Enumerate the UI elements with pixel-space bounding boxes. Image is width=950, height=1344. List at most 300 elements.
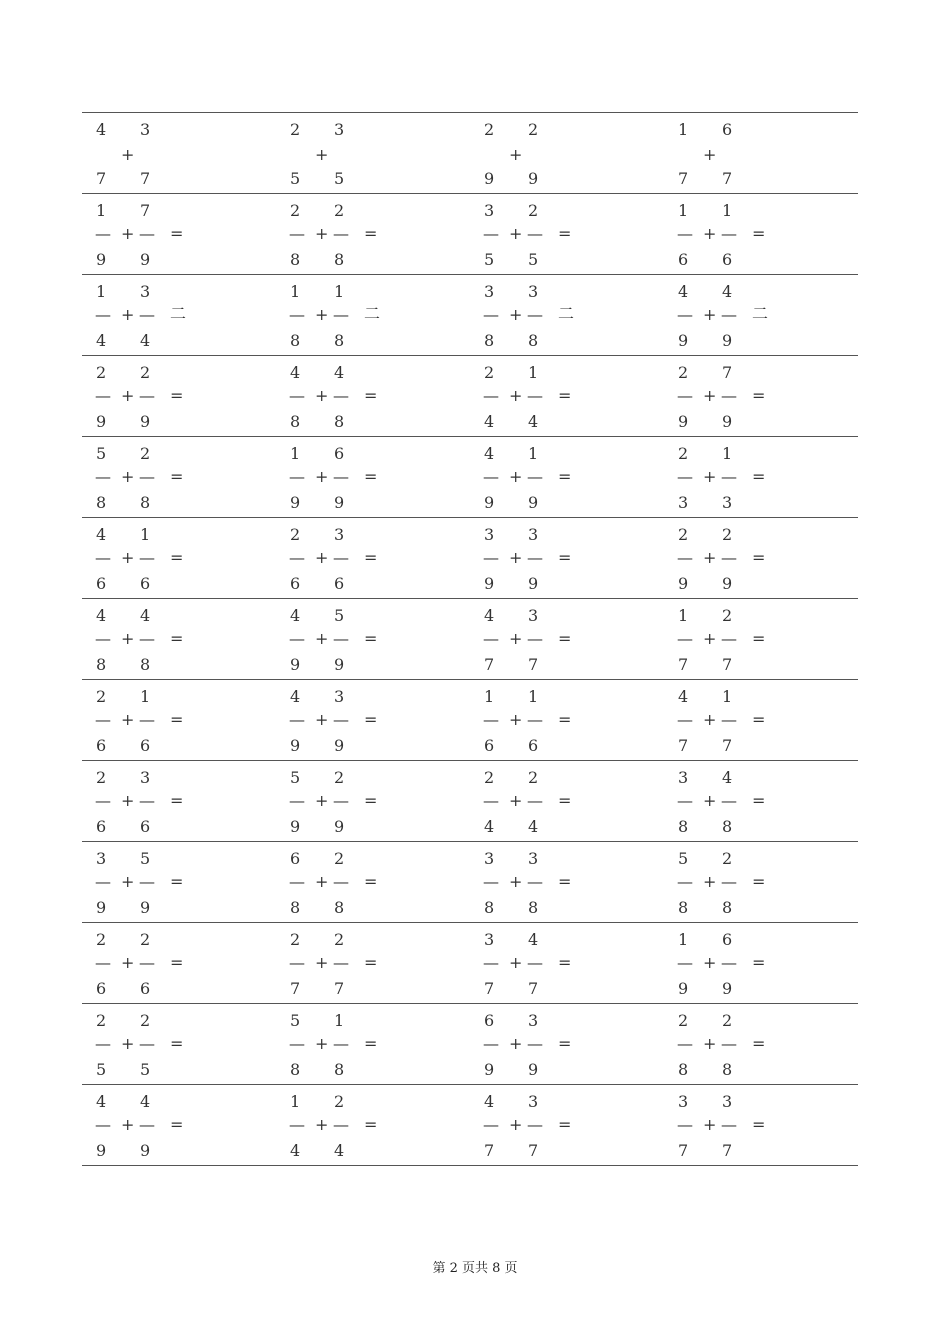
denominator-1: 8 xyxy=(484,331,495,350)
fraction-bar-2: — xyxy=(333,629,349,648)
numerator-2: 2 xyxy=(334,1092,345,1111)
fraction-bar-2: — xyxy=(139,629,155,648)
numerator-1: 1 xyxy=(678,120,689,139)
denominator-1: 3 xyxy=(678,493,689,512)
fraction-bar-1: — xyxy=(289,872,305,891)
fraction-bar-2: — xyxy=(139,872,155,891)
equals-sign: = xyxy=(170,386,184,405)
denominator-2: 9 xyxy=(528,169,539,188)
numerator-1: 5 xyxy=(290,768,301,787)
numerator-2: 4 xyxy=(140,606,151,625)
worksheet-grid xyxy=(82,112,858,1166)
fraction-problem xyxy=(470,518,664,598)
numerator-1: 2 xyxy=(96,363,107,382)
equals-sign: = xyxy=(170,791,184,810)
denominator-1: 8 xyxy=(290,412,301,431)
denominator-2: 4 xyxy=(528,412,539,431)
denominator-1: 9 xyxy=(678,574,689,593)
denominator-1: 7 xyxy=(678,1141,689,1160)
denominator-1: 8 xyxy=(96,655,107,674)
fraction-problem xyxy=(82,113,276,193)
equals-sign: = xyxy=(752,224,766,243)
numerator-1: 1 xyxy=(290,444,301,463)
fraction-bar-2: — xyxy=(721,305,737,324)
numerator-1: 2 xyxy=(96,1011,107,1030)
numerator-1: 2 xyxy=(290,201,301,220)
equals-sign: = xyxy=(170,224,184,243)
equals-sign: = xyxy=(170,953,184,972)
denominator-1: 6 xyxy=(96,736,107,755)
numerator-2: 2 xyxy=(528,201,539,220)
fraction-problem xyxy=(276,599,470,679)
denominator-1: 7 xyxy=(484,655,495,674)
fraction-bar-1: — xyxy=(677,953,693,972)
denominator-1: 4 xyxy=(96,331,107,350)
fraction-bar-2: — xyxy=(333,467,349,486)
denominator-1: 8 xyxy=(290,898,301,917)
plus-sign: + xyxy=(703,224,717,243)
numerator-2: 2 xyxy=(140,363,151,382)
numerator-2: 2 xyxy=(140,930,151,949)
denominator-1: 6 xyxy=(290,574,301,593)
plus-sign: + xyxy=(703,305,717,324)
denominator-2: 8 xyxy=(334,1060,345,1079)
denominator-1: 7 xyxy=(290,979,301,998)
fraction-bar-1: — xyxy=(289,467,305,486)
numerator-2: 2 xyxy=(334,849,345,868)
equals-sign: = xyxy=(752,953,766,972)
denominator-2: 6 xyxy=(140,736,151,755)
fraction-bar-2: — xyxy=(721,224,737,243)
denominator-2: 8 xyxy=(334,250,345,269)
fraction-problem xyxy=(664,194,858,274)
plus-sign: + xyxy=(121,872,135,891)
plus-sign: + xyxy=(315,224,329,243)
numerator-1: 2 xyxy=(678,1011,689,1030)
plus-sign: + xyxy=(315,1034,329,1053)
plus-sign: + xyxy=(121,710,135,729)
denominator-1: 7 xyxy=(678,655,689,674)
denominator-1: 9 xyxy=(678,979,689,998)
problem-row xyxy=(82,841,858,922)
plus-sign: + xyxy=(703,953,717,972)
fraction-bar-2: — xyxy=(527,1115,543,1134)
fraction-bar-1: — xyxy=(289,629,305,648)
fraction-problem xyxy=(470,1004,664,1084)
numerator-2: 2 xyxy=(528,120,539,139)
equals-sign: = xyxy=(364,1034,378,1053)
equals-sign: = xyxy=(170,1115,184,1134)
numerator-1: 4 xyxy=(96,120,107,139)
denominator-2: 5 xyxy=(334,169,345,188)
fraction-problem xyxy=(470,923,664,1003)
fraction-bar-1: — xyxy=(289,1115,305,1134)
fraction-bar-2: — xyxy=(527,305,543,324)
fraction-problem xyxy=(470,275,664,355)
numerator-1: 1 xyxy=(96,282,107,301)
numerator-1: 2 xyxy=(678,525,689,544)
denominator-2: 7 xyxy=(528,1141,539,1160)
plus-sign: + xyxy=(703,1115,717,1134)
numerator-1: 4 xyxy=(678,687,689,706)
numerator-1: 4 xyxy=(290,687,301,706)
equals-sign: = xyxy=(752,629,766,648)
fraction-bar-1: — xyxy=(289,710,305,729)
plus-sign: + xyxy=(315,548,329,567)
fraction-problem xyxy=(82,275,276,355)
fraction-problem xyxy=(82,194,276,274)
numerator-2: 5 xyxy=(140,849,151,868)
denominator-1: 9 xyxy=(96,412,107,431)
denominator-1: 6 xyxy=(96,574,107,593)
numerator-1: 3 xyxy=(678,768,689,787)
numerator-1: 2 xyxy=(484,363,495,382)
fraction-bar-2: — xyxy=(139,548,155,567)
plus-sign: + xyxy=(509,872,523,891)
fraction-bar-1: — xyxy=(95,1034,111,1053)
denominator-1: 4 xyxy=(484,817,495,836)
numerator-1: 3 xyxy=(678,1092,689,1111)
denominator-2: 6 xyxy=(140,574,151,593)
denominator-2: 8 xyxy=(722,898,733,917)
denominator-2: 6 xyxy=(140,817,151,836)
fraction-bar-2: — xyxy=(333,791,349,810)
plus-sign: + xyxy=(121,305,135,324)
fraction-bar-2: — xyxy=(527,1034,543,1053)
fraction-bar-1: — xyxy=(483,1115,499,1134)
denominator-2: 7 xyxy=(334,979,345,998)
plus-sign: + xyxy=(315,145,329,164)
problem-row xyxy=(82,922,858,1003)
numerator-1: 3 xyxy=(96,849,107,868)
fraction-problem xyxy=(82,1004,276,1084)
equals-sign: = xyxy=(364,872,378,891)
numerator-2: 3 xyxy=(334,525,345,544)
fraction-bar-1: — xyxy=(483,1034,499,1053)
fraction-problem xyxy=(82,356,276,436)
numerator-2: 3 xyxy=(722,1092,733,1111)
equals-sign: = xyxy=(558,629,572,648)
fraction-bar-2: — xyxy=(333,1115,349,1134)
denominator-1: 9 xyxy=(484,1060,495,1079)
denominator-2: 8 xyxy=(722,817,733,836)
plus-sign: + xyxy=(509,548,523,567)
fraction-bar-2: — xyxy=(333,710,349,729)
numerator-1: 5 xyxy=(678,849,689,868)
equals-sign: = xyxy=(364,548,378,567)
denominator-1: 9 xyxy=(484,169,495,188)
plus-sign: + xyxy=(509,710,523,729)
fraction-bar-1: — xyxy=(95,629,111,648)
fraction-bar-1: — xyxy=(289,386,305,405)
fraction-bar-1: — xyxy=(483,629,499,648)
plus-sign: + xyxy=(703,791,717,810)
numerator-2: 6 xyxy=(722,120,733,139)
fraction-bar-2: — xyxy=(139,710,155,729)
numerator-1: 4 xyxy=(290,606,301,625)
fraction-problem xyxy=(82,761,276,841)
fraction-problem xyxy=(276,761,470,841)
numerator-1: 2 xyxy=(290,930,301,949)
plus-sign: + xyxy=(509,145,523,164)
numerator-1: 1 xyxy=(678,201,689,220)
fraction-bar-1: — xyxy=(95,710,111,729)
equals-sign: = xyxy=(170,467,184,486)
numerator-2: 3 xyxy=(528,282,539,301)
equals-sign: = xyxy=(558,953,572,972)
plus-sign: + xyxy=(121,953,135,972)
denominator-1: 4 xyxy=(290,1141,301,1160)
fraction-problem xyxy=(276,1085,470,1165)
fraction-problem xyxy=(82,518,276,598)
fraction-problem xyxy=(82,923,276,1003)
plus-sign: + xyxy=(509,629,523,648)
fraction-bar-1: — xyxy=(95,548,111,567)
fraction-problem xyxy=(276,1004,470,1084)
fraction-bar-1: — xyxy=(95,305,111,324)
denominator-1: 7 xyxy=(96,169,107,188)
fraction-bar-1: — xyxy=(483,386,499,405)
fraction-problem xyxy=(276,437,470,517)
denominator-2: 8 xyxy=(722,1060,733,1079)
fraction-bar-2: — xyxy=(139,305,155,324)
plus-sign: + xyxy=(509,224,523,243)
denominator-1: 8 xyxy=(484,898,495,917)
fraction-problem xyxy=(664,275,858,355)
denominator-2: 7 xyxy=(722,736,733,755)
fraction-problem xyxy=(664,923,858,1003)
equals-sign: = xyxy=(364,710,378,729)
numerator-2: 4 xyxy=(334,363,345,382)
numerator-1: 1 xyxy=(96,201,107,220)
fraction-bar-1: — xyxy=(677,629,693,648)
fraction-problem xyxy=(664,761,858,841)
fraction-bar-2: — xyxy=(721,791,737,810)
fraction-bar-2: — xyxy=(527,872,543,891)
equals-sign: = xyxy=(364,224,378,243)
fraction-bar-2: — xyxy=(527,224,543,243)
numerator-2: 2 xyxy=(334,768,345,787)
fraction-bar-1: — xyxy=(95,953,111,972)
numerator-2: 4 xyxy=(140,1092,151,1111)
fraction-bar-2: — xyxy=(721,386,737,405)
denominator-1: 7 xyxy=(678,169,689,188)
numerator-1: 4 xyxy=(678,282,689,301)
equals-sign: 二 xyxy=(364,304,381,323)
fraction-bar-2: — xyxy=(527,467,543,486)
numerator-2: 1 xyxy=(722,201,733,220)
denominator-2: 8 xyxy=(334,331,345,350)
denominator-1: 8 xyxy=(290,1060,301,1079)
denominator-2: 6 xyxy=(722,250,733,269)
fraction-problem xyxy=(276,842,470,922)
fraction-problem xyxy=(664,356,858,436)
equals-sign: 二 xyxy=(558,304,575,323)
numerator-1: 2 xyxy=(290,120,301,139)
numerator-2: 7 xyxy=(722,363,733,382)
numerator-1: 1 xyxy=(678,930,689,949)
equals-sign: = xyxy=(558,791,572,810)
numerator-2: 2 xyxy=(722,1011,733,1030)
fraction-bar-2: — xyxy=(721,1034,737,1053)
equals-sign: = xyxy=(364,953,378,972)
numerator-1: 2 xyxy=(96,930,107,949)
denominator-2: 4 xyxy=(334,1141,345,1160)
denominator-1: 9 xyxy=(290,736,301,755)
fraction-bar-1: — xyxy=(289,791,305,810)
fraction-bar-1: — xyxy=(95,224,111,243)
numerator-1: 1 xyxy=(484,687,495,706)
numerator-1: 5 xyxy=(96,444,107,463)
numerator-1: 4 xyxy=(290,363,301,382)
numerator-2: 2 xyxy=(528,768,539,787)
numerator-2: 2 xyxy=(334,930,345,949)
equals-sign: = xyxy=(170,872,184,891)
denominator-1: 9 xyxy=(290,493,301,512)
fraction-problem xyxy=(276,518,470,598)
plus-sign: + xyxy=(509,1115,523,1134)
numerator-1: 4 xyxy=(96,606,107,625)
numerator-2: 3 xyxy=(528,849,539,868)
denominator-1: 8 xyxy=(678,898,689,917)
plus-sign: + xyxy=(121,386,135,405)
numerator-2: 4 xyxy=(722,768,733,787)
denominator-2: 3 xyxy=(722,493,733,512)
denominator-2: 6 xyxy=(528,736,539,755)
denominator-2: 4 xyxy=(528,817,539,836)
plus-sign: + xyxy=(509,791,523,810)
numerator-1: 1 xyxy=(290,282,301,301)
numerator-1: 2 xyxy=(678,444,689,463)
numerator-1: 2 xyxy=(484,768,495,787)
denominator-2: 9 xyxy=(334,817,345,836)
equals-sign: = xyxy=(558,386,572,405)
numerator-1: 3 xyxy=(484,282,495,301)
numerator-2: 3 xyxy=(528,525,539,544)
fraction-problem xyxy=(470,1085,664,1165)
fraction-problem xyxy=(276,923,470,1003)
fraction-problem xyxy=(276,194,470,274)
denominator-2: 6 xyxy=(334,574,345,593)
fraction-bar-2: — xyxy=(139,1115,155,1134)
fraction-problem xyxy=(276,680,470,760)
denominator-1: 9 xyxy=(96,898,107,917)
numerator-2: 1 xyxy=(334,1011,345,1030)
denominator-2: 4 xyxy=(140,331,151,350)
denominator-1: 8 xyxy=(290,331,301,350)
denominator-1: 8 xyxy=(678,1060,689,1079)
problem-row xyxy=(82,679,858,760)
denominator-1: 6 xyxy=(484,736,495,755)
fraction-problem xyxy=(470,113,664,193)
fraction-problem xyxy=(664,113,858,193)
numerator-1: 3 xyxy=(484,201,495,220)
plus-sign: + xyxy=(509,953,523,972)
fraction-bar-1: — xyxy=(95,1115,111,1134)
numerator-1: 4 xyxy=(484,444,495,463)
denominator-1: 9 xyxy=(678,412,689,431)
numerator-2: 1 xyxy=(140,687,151,706)
problem-row xyxy=(82,112,858,193)
denominator-1: 9 xyxy=(484,493,495,512)
numerator-2: 3 xyxy=(528,1092,539,1111)
numerator-2: 3 xyxy=(334,120,345,139)
fraction-bar-2: — xyxy=(721,629,737,648)
numerator-1: 1 xyxy=(678,606,689,625)
plus-sign: + xyxy=(703,710,717,729)
plus-sign: + xyxy=(121,145,135,164)
fraction-bar-2: — xyxy=(527,629,543,648)
denominator-2: 9 xyxy=(334,493,345,512)
fraction-problem xyxy=(664,680,858,760)
equals-sign: = xyxy=(170,710,184,729)
numerator-2: 1 xyxy=(528,444,539,463)
fraction-bar-2: — xyxy=(721,1115,737,1134)
plus-sign: + xyxy=(509,305,523,324)
fraction-bar-1: — xyxy=(483,791,499,810)
denominator-2: 8 xyxy=(140,493,151,512)
denominator-1: 6 xyxy=(678,250,689,269)
equals-sign: = xyxy=(558,1034,572,1053)
plus-sign: + xyxy=(703,872,717,891)
fraction-problem xyxy=(470,194,664,274)
equals-sign: = xyxy=(364,791,378,810)
plus-sign: + xyxy=(121,548,135,567)
plus-sign: + xyxy=(315,1115,329,1134)
fraction-problem xyxy=(82,842,276,922)
fraction-bar-1: — xyxy=(289,305,305,324)
denominator-2: 8 xyxy=(528,898,539,917)
denominator-2: 9 xyxy=(528,1060,539,1079)
numerator-1: 3 xyxy=(484,525,495,544)
numerator-2: 3 xyxy=(140,768,151,787)
denominator-2: 9 xyxy=(722,574,733,593)
numerator-2: 2 xyxy=(140,1011,151,1030)
equals-sign: = xyxy=(364,1115,378,1134)
denominator-1: 6 xyxy=(96,817,107,836)
denominator-2: 7 xyxy=(528,655,539,674)
numerator-2: 2 xyxy=(722,606,733,625)
numerator-1: 3 xyxy=(484,849,495,868)
numerator-1: 2 xyxy=(484,120,495,139)
fraction-bar-2: — xyxy=(333,1034,349,1053)
plus-sign: + xyxy=(703,629,717,648)
numerator-1: 2 xyxy=(678,363,689,382)
fraction-bar-2: — xyxy=(527,953,543,972)
denominator-1: 9 xyxy=(290,655,301,674)
numerator-2: 6 xyxy=(722,930,733,949)
fraction-bar-1: — xyxy=(483,467,499,486)
denominator-1: 8 xyxy=(678,817,689,836)
plus-sign: + xyxy=(121,791,135,810)
plus-sign: + xyxy=(315,305,329,324)
fraction-bar-2: — xyxy=(333,548,349,567)
numerator-2: 3 xyxy=(140,282,151,301)
fraction-bar-1: — xyxy=(677,1115,693,1134)
numerator-1: 4 xyxy=(96,1092,107,1111)
equals-sign: = xyxy=(558,224,572,243)
fraction-bar-2: — xyxy=(139,953,155,972)
fraction-bar-2: — xyxy=(527,710,543,729)
equals-sign: = xyxy=(752,710,766,729)
numerator-1: 6 xyxy=(484,1011,495,1030)
denominator-2: 8 xyxy=(528,331,539,350)
fraction-bar-2: — xyxy=(721,953,737,972)
denominator-2: 9 xyxy=(334,736,345,755)
numerator-2: 2 xyxy=(722,525,733,544)
fraction-bar-2: — xyxy=(139,386,155,405)
fraction-bar-1: — xyxy=(677,305,693,324)
